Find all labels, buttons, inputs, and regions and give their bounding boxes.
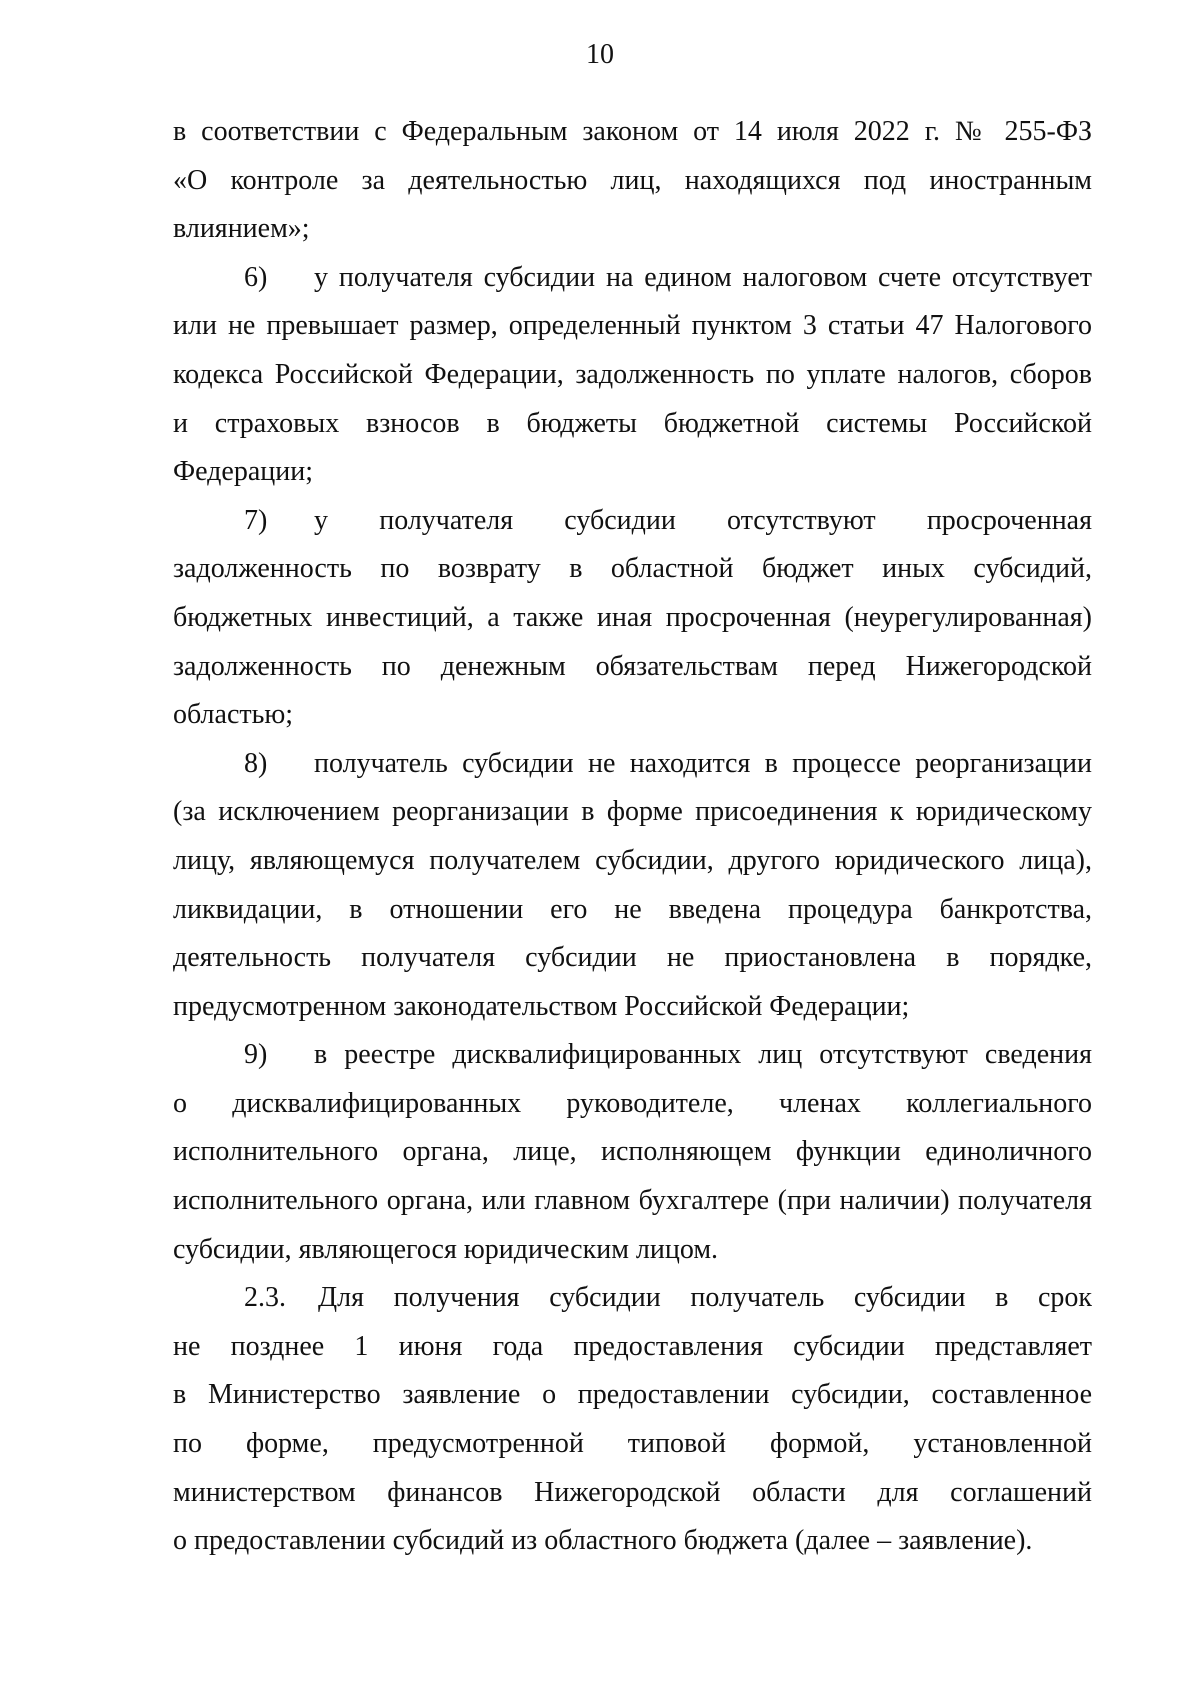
text-line: лицу, являющемуся получателем субсидии, другого юридического лица), [173, 844, 1092, 876]
text-line: задолженность по денежным обязательствам перед Нижегородской [173, 650, 1092, 682]
item-number: 9) [244, 1039, 268, 1071]
text-line: в соответствии с Федеральным законом от 14 июля 2022 г. № 255-ФЗ [173, 116, 1092, 147]
text-line [173, 740, 1092, 789]
text-line: (за исключением реорганизации в форме присоединения к юридическому [173, 796, 1092, 828]
list-item-9 [173, 1031, 1092, 1274]
list-item-7 [173, 497, 1092, 740]
text-line: деятельность получателя субсидии не приостановлена в порядке, [173, 942, 1092, 974]
text-line: предусмотренном законодательством Российской Федерации; [173, 990, 910, 1022]
item-number: 6) [244, 261, 268, 293]
section-2-3 [173, 1274, 1092, 1566]
item-number: 8) [244, 747, 268, 779]
document-body [173, 108, 1092, 1566]
text-line: ликвидации, в отношении его не введена процедура банкротства, [173, 893, 1092, 925]
text-line: бюджетных инвестиций, а также иная просроченная (неурегулированная) [173, 601, 1092, 633]
text-line: и страховых взносов в бюджеты бюджетной системы Российской [173, 407, 1092, 439]
text-line [173, 1031, 1092, 1080]
text-line: кодекса Российской Федерации, задолженность по уплате налогов, сборов [173, 358, 1092, 390]
text-line: задолженность по возврату в областной бюджет иных субсидий, [173, 553, 1092, 585]
text-line: Федерации; [173, 456, 314, 488]
text-line: или не превышает размер, определенный пунктом 3 статьи 47 Налогового [173, 310, 1092, 342]
text-line [173, 1274, 1092, 1323]
text-line: областью; [173, 699, 294, 731]
paragraph-continuation [173, 108, 1092, 254]
line-text: у получателя субсидии на едином налоговом счете отсутствует [314, 261, 1092, 293]
text-line: о предоставлении субсидий из областного бюджета (далее – заявление). [173, 1525, 1033, 1557]
text-line: исполнительного органа, или главном бухгалтере (при наличии) получателя [173, 1185, 1092, 1217]
item-number: 7) [244, 504, 268, 536]
text-line [173, 254, 1092, 303]
section-number: 2.3. [244, 1282, 286, 1314]
text-line: влиянием»; [173, 213, 310, 245]
text-line: о дисквалифицированных руководителе, членах коллегиального [173, 1087, 1092, 1119]
page-number: 10 [586, 39, 614, 70]
text-line: по форме, предусмотренной типовой формой, установленной [173, 1428, 1092, 1460]
text-line: исполнительного органа, лице, исполняющем функции единоличного [173, 1136, 1092, 1168]
text-line [173, 497, 1092, 546]
list-item-8 [173, 740, 1092, 1032]
line-text: у получателя субсидии отсутствуют просроченная [314, 504, 1092, 536]
list-item-6 [173, 254, 1092, 497]
text-line: субсидии, являющегося юридическим лицом. [173, 1233, 719, 1265]
line-text: получатель субсидии не находится в процессе реорганизации [314, 747, 1092, 779]
text-line: «О контроле за деятельностью лиц, находящихся под иностранным [173, 164, 1092, 196]
text-line: не позднее 1 июня года предоставления субсидии представляет [173, 1330, 1092, 1362]
line-text: в реестре дисквалифицированных лиц отсутствуют сведения [314, 1039, 1092, 1071]
text-line: в Министерство заявление о предоставлении субсидии, составленное [173, 1379, 1092, 1411]
line-text: Для получения субсидии получатель субсидии в срок [318, 1282, 1092, 1314]
text-line: министерством финансов Нижегородской области для соглашений [173, 1476, 1092, 1508]
